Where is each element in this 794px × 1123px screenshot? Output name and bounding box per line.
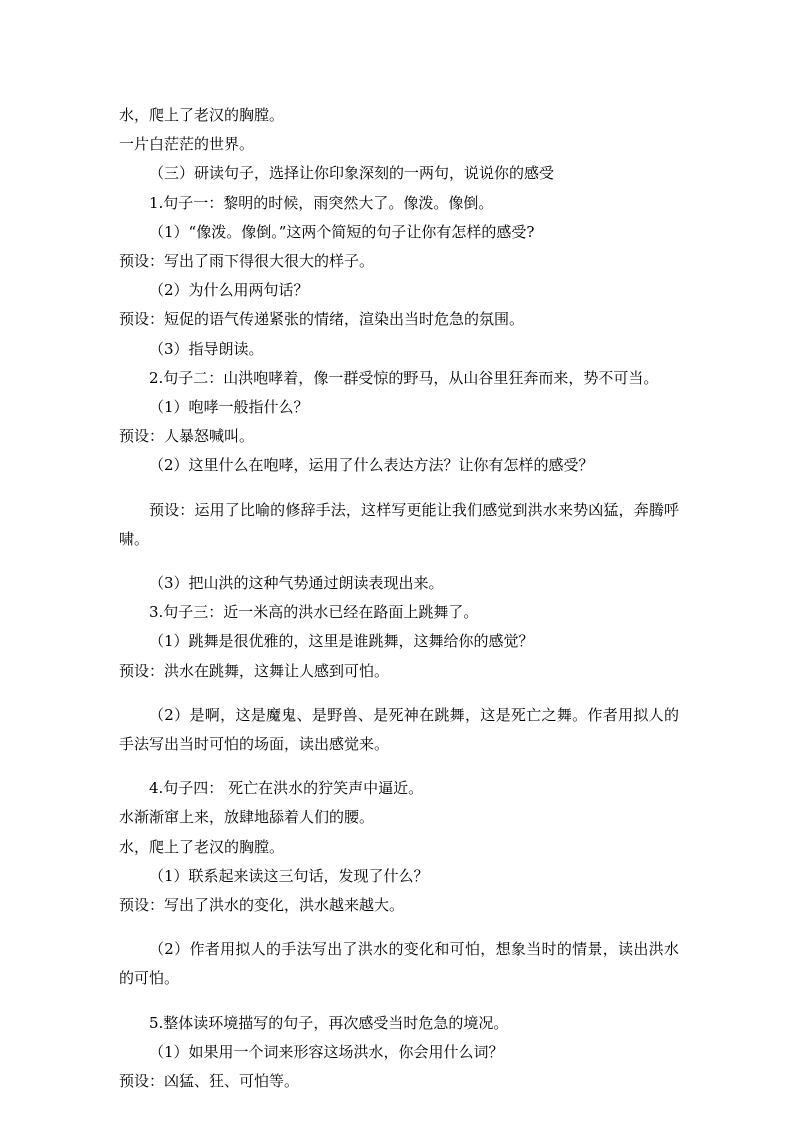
question-text: （1）联系起来读这三句话，发现了什么？ [149,866,429,885]
answer-text: 预设：人暴怒喊叫。 [119,427,255,446]
answer-text: 预设：短促的语气传递紧张的情绪，渲染出当时危急的氛围。 [119,310,525,329]
question-text: （1）如果用一个词来形容这场洪水，你会用什么词？ [149,1042,504,1061]
answer-text: 预设：洪水在跳舞，这舞让人感到可怕。 [119,661,390,680]
paragraph-text: 一片白茫茫的世界。 [119,135,255,154]
paragraph-text: 水，爬上了老汉的胸膛。 [119,837,285,856]
sentence-heading: 4.句子四： 死亡在洪水的狞笑声中逼近。 [149,779,424,798]
sentence-heading: 1.句子一：黎明的时候，雨突然大了。像泼。像倒。 [149,193,494,212]
answer-text: 预设：写出了雨下得很大很大的样子。 [119,252,375,271]
answer-text: 预设：运用了比喻的修辞手法，这样写更能让我们感觉到洪水来势凶猛，奔腾呼啸。 [119,500,679,548]
paragraph-text: 水，爬上了老汉的胸膛。 [119,106,285,124]
sentence-heading: 2.句子二：山洪咆哮着，像一群受惊的野马，从山谷里狂奔而来，势不可当。 [149,368,659,387]
question-text: （2）是啊，这是魔鬼、是野兽、是死神在跳舞，这是死亡之舞。作者用拟人的手法写出当时可怕的场面，读出感觉来。 [119,705,679,754]
answer-text: 预设：凶猛、狂、可怕等。 [119,1072,300,1091]
question-text: （1）跳舞是很优雅的，这里是谁跳舞，这舞给你的感觉？ [149,632,534,651]
answer-text: 预设：写出了洪水的变化，洪水越来越大。 [119,896,405,915]
question-text: （3）把山洪的这种气势通过朗读表现出来。 [149,574,444,593]
sentence-heading: 5.整体读环境描写的句子，再次感受当时危急的境况。 [149,1013,509,1032]
question-text: （3）指导朗读。 [149,339,264,358]
sentence-heading: 3.句子三：近一米高的洪水已经在路面上跳舞了。 [149,603,479,622]
question-text: （1）咆哮一般指什么？ [149,398,309,417]
question-text: （2）作者用拟人的手法写出了洪水的变化和可怕，想象当时的情景，读出洪水的可怕。 [119,940,679,988]
question-text: （2）这里什么在咆哮，运用了什么表达方法？让你有怎样的感受？ [149,456,594,475]
question-text: （2）为什么用两句话？ [149,281,309,300]
section-heading: （三）研读句子，选择让你印象深刻的一两句，说说你的感受 [149,164,555,183]
paragraph-text: 水渐渐窜上来，放肆地舔着人们的腰。 [119,808,375,827]
question-text: （1）“像泼。像倒。”这两个简短的句子让你有怎样的感受? [149,222,535,241]
document-body [119,101,679,1096]
